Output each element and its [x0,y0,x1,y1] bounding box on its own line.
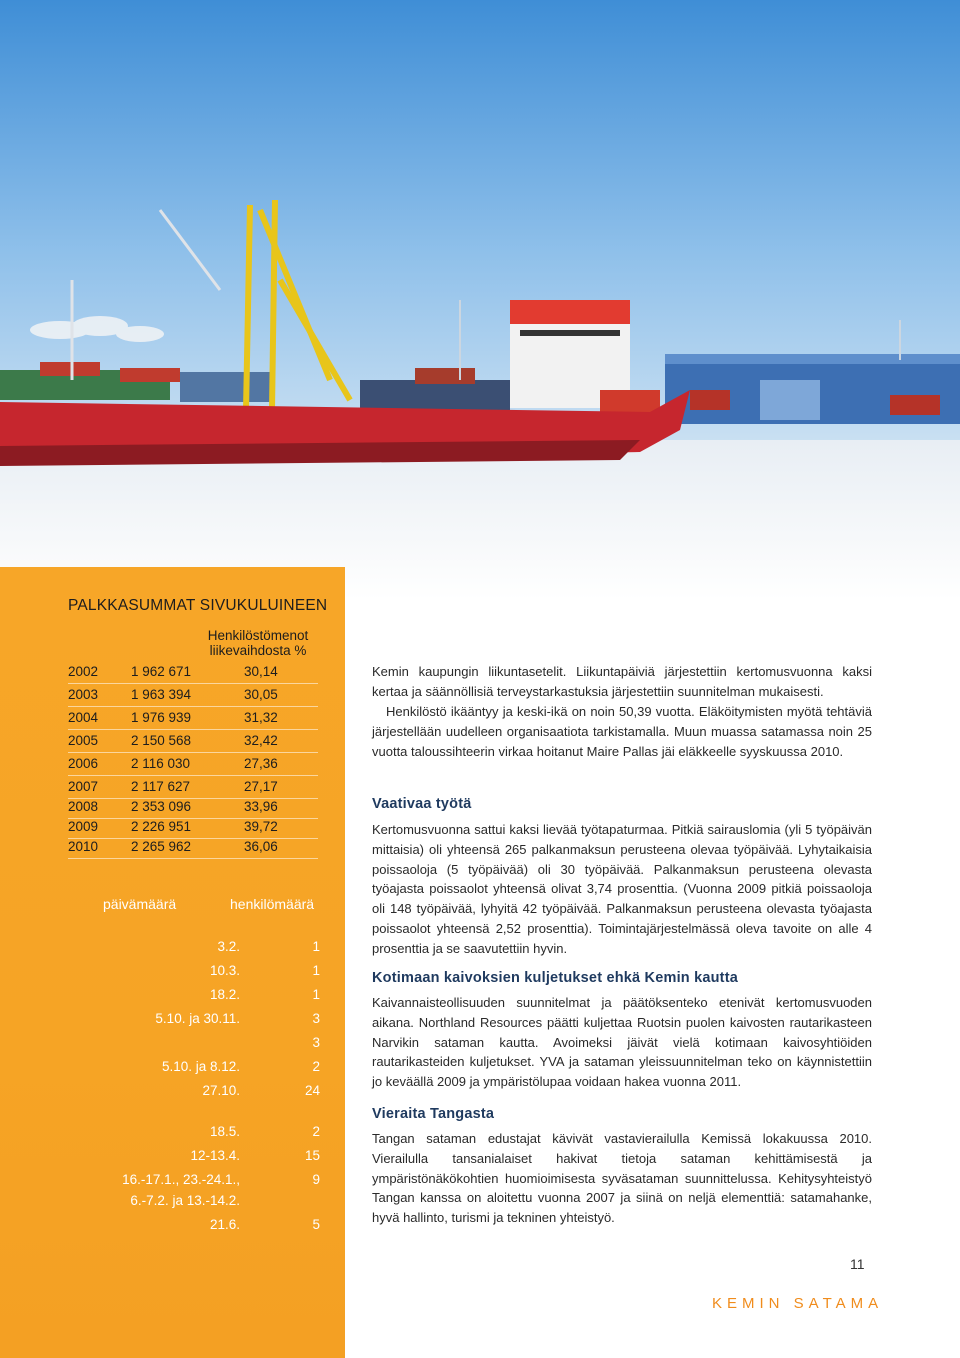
year-cell: 2002 [68,664,99,679]
sum-cell: 2 226 951 [131,819,192,834]
paragraph-5: Tangan sataman edustajat kävivät vastavierailulla Kemissä lokakuussa 2010. Vierailulla tansanialaiset hakivat tietoja sataman kehittämisestä ja ympäristönäkökohtien huomioimisesta syväsataman suunnittelussa. Kehitysyhteistyö Tangan kanssa on aloitettu vuonna 2007 ja siinä on neljä elementtiä: satamahanke, hyvä hallinto, turismi ja tekninen yhteistyö. [372,1131,872,1226]
payroll-column-header-line1: Henkilöstömenot [207,628,309,643]
table-row [68,706,318,730]
list-item [60,1120,320,1144]
percent-cell: 36,06 [244,839,278,854]
list-item [60,959,320,983]
heading-vieraita-tangasta: Vieraita Tangasta [372,1106,495,1122]
date-cell: 18.5. [209,1124,240,1139]
date-cell: 16.-17.1., 23.-24.1., [122,1172,240,1187]
count-cell: 24 [304,1083,320,1098]
sum-cell: 1 976 939 [131,710,192,725]
date-cell: 18.2. [209,987,240,1002]
paragraph-1: Kemin kaupungin liikuntasetelit. Liikuntapäiviä järjestettiin kertomusvuonna kaksi kertaa ja säännöllisiä terveystarkastuksia järjestettiin suunnitelman mukaisesti. [372,664,872,699]
count-cell: 3 [312,1035,320,1050]
list-item [60,1055,320,1079]
count-cell: 1 [312,987,320,1002]
sum-cell: 2 150 568 [131,733,192,748]
year-cell: 2006 [68,756,99,771]
year-cell: 2004 [68,710,99,725]
page-number: 11 [850,1256,865,1272]
date-cell: 6.-7.2. ja 13.-14.2. [130,1193,240,1208]
sum-cell: 2 117 627 [131,779,191,794]
percent-cell: 30,05 [244,687,278,702]
harbour-photo [0,0,960,600]
payroll-column-header [198,628,318,658]
year-cell: 2005 [68,733,99,748]
brand-name: KEMIN SATAMA [712,1295,884,1312]
date-cell: 3.2. [217,939,240,954]
date-cell: 21.6. [209,1217,240,1232]
table-row [68,683,318,707]
list-item [60,1213,320,1237]
percent-cell: 32,42 [244,733,278,748]
list-item [60,983,320,1007]
percent-cell: 39,72 [244,819,278,834]
list-item [60,1031,320,1055]
count-cell: 15 [304,1148,320,1163]
percent-cell: 33,96 [244,799,278,814]
percent-cell: 27,17 [244,779,278,794]
list-item [60,1189,320,1213]
workday-header-count: henkilömäärä [230,896,315,912]
sum-cell: 2 265 962 [131,839,192,854]
count-cell: 5 [312,1217,320,1232]
list-item [60,1144,320,1168]
count-cell: 2 [312,1059,320,1074]
date-cell: 12-13.4. [190,1148,240,1163]
year-cell: 2010 [68,839,99,854]
date-cell: 5.10. ja 30.11. [155,1011,240,1026]
count-cell: 1 [312,963,320,978]
heading-kaivokset: Kotimaan kaivoksien kuljetukset ehkä Kemin kautta [372,970,738,986]
paragraph-2: Henkilöstö ikääntyy ja keski-ikä on noin 50,39 vuotta. Eläköitymisten myötä tehtäviä järjestellään uudelleen organisaatiota tarkistamalla. Muun muassa satamassa noin 25 vuotta taloussihteerin virkaa hoitanut Maire Pallas jäi eläkkeelle syyskuussa 2010. [372,704,872,759]
table-row [68,752,318,776]
count-cell: 3 [312,1011,320,1026]
count-cell: 1 [312,939,320,954]
paragraph-3: Kertomusvuonna sattui kaksi lievää työtapaturmaa. Pitkiä sairauslomia (yli 5 työpäivän mittaisia) oli yhteensä 265 palkanmaksun perusteena olevaa työpäivää. Lyhytaikaisia poissaoloja (5 työpäivää) oli 30 työpäivää. Palkanmaksun perusteena olevasta työajasta poissaolot yhteensä olivat 3,74 prosenttia. (Vuonna 2009 pitkiä poissaoloja oli 148 työpäivää, lyhyitä 42 työpäivää. Palkanmaksun perusteena olevasta työajasta poissaolot yhteensä 2,52 prosenttia). Toimintajärjestelmässä oleva tavoite on alle 4 prosenttia ja se saavutettiin hyvin. [372,822,872,956]
percent-cell: 27,36 [244,756,278,771]
workday-header-date: päivämäärä [103,896,177,912]
date-cell: 5.10. ja 8.12. [161,1059,240,1074]
sum-cell: 2 353 096 [131,799,192,814]
table-row [68,729,318,753]
list-item [60,935,320,959]
list-item [60,1079,320,1103]
table-row [68,835,318,859]
year-cell: 2003 [68,687,99,702]
sum-cell: 1 962 671 [131,664,192,679]
year-cell: 2009 [68,819,99,834]
list-item [60,1007,320,1031]
payroll-column-header-line2: liikevaihdosta % [209,643,307,658]
sum-cell: 2 116 030 [131,756,191,771]
date-cell: 27.10. [202,1083,240,1098]
count-cell: 2 [312,1124,320,1139]
paragraph-4: Kaivannaisteollisuuden suunnitelmat ja päätöksenteko etenivät kertomusvuoden aikana. Northland Resources päätti kuljettaa Ruotsin puolen kaivosten rautarikasteen Narvikin sataman kautta. Avoimeksi jäivät vielä kotimaan kaivosyhtiöiden rautarikasteiden kuljetukset. YVA ja sataman yleissuunnitelman teko on käynnistettiin jo keväällä 2009 ja ympäristölupaa voidaan hakea vuonna 2011. [372,995,872,1090]
year-cell: 2008 [68,799,99,814]
year-cell: 2007 [68,779,99,794]
heading-vaativaa-tyota: Vaativaa työtä [372,796,472,812]
percent-cell: 31,32 [244,710,278,725]
count-cell: 9 [312,1172,320,1187]
date-cell: 10.3. [209,963,240,978]
percent-cell: 30,14 [244,664,278,679]
payroll-title: PALKKASUMMAT SIVUKULUINEEN [68,597,328,614]
sum-cell: 1 963 394 [131,687,192,702]
table-row [68,660,318,684]
